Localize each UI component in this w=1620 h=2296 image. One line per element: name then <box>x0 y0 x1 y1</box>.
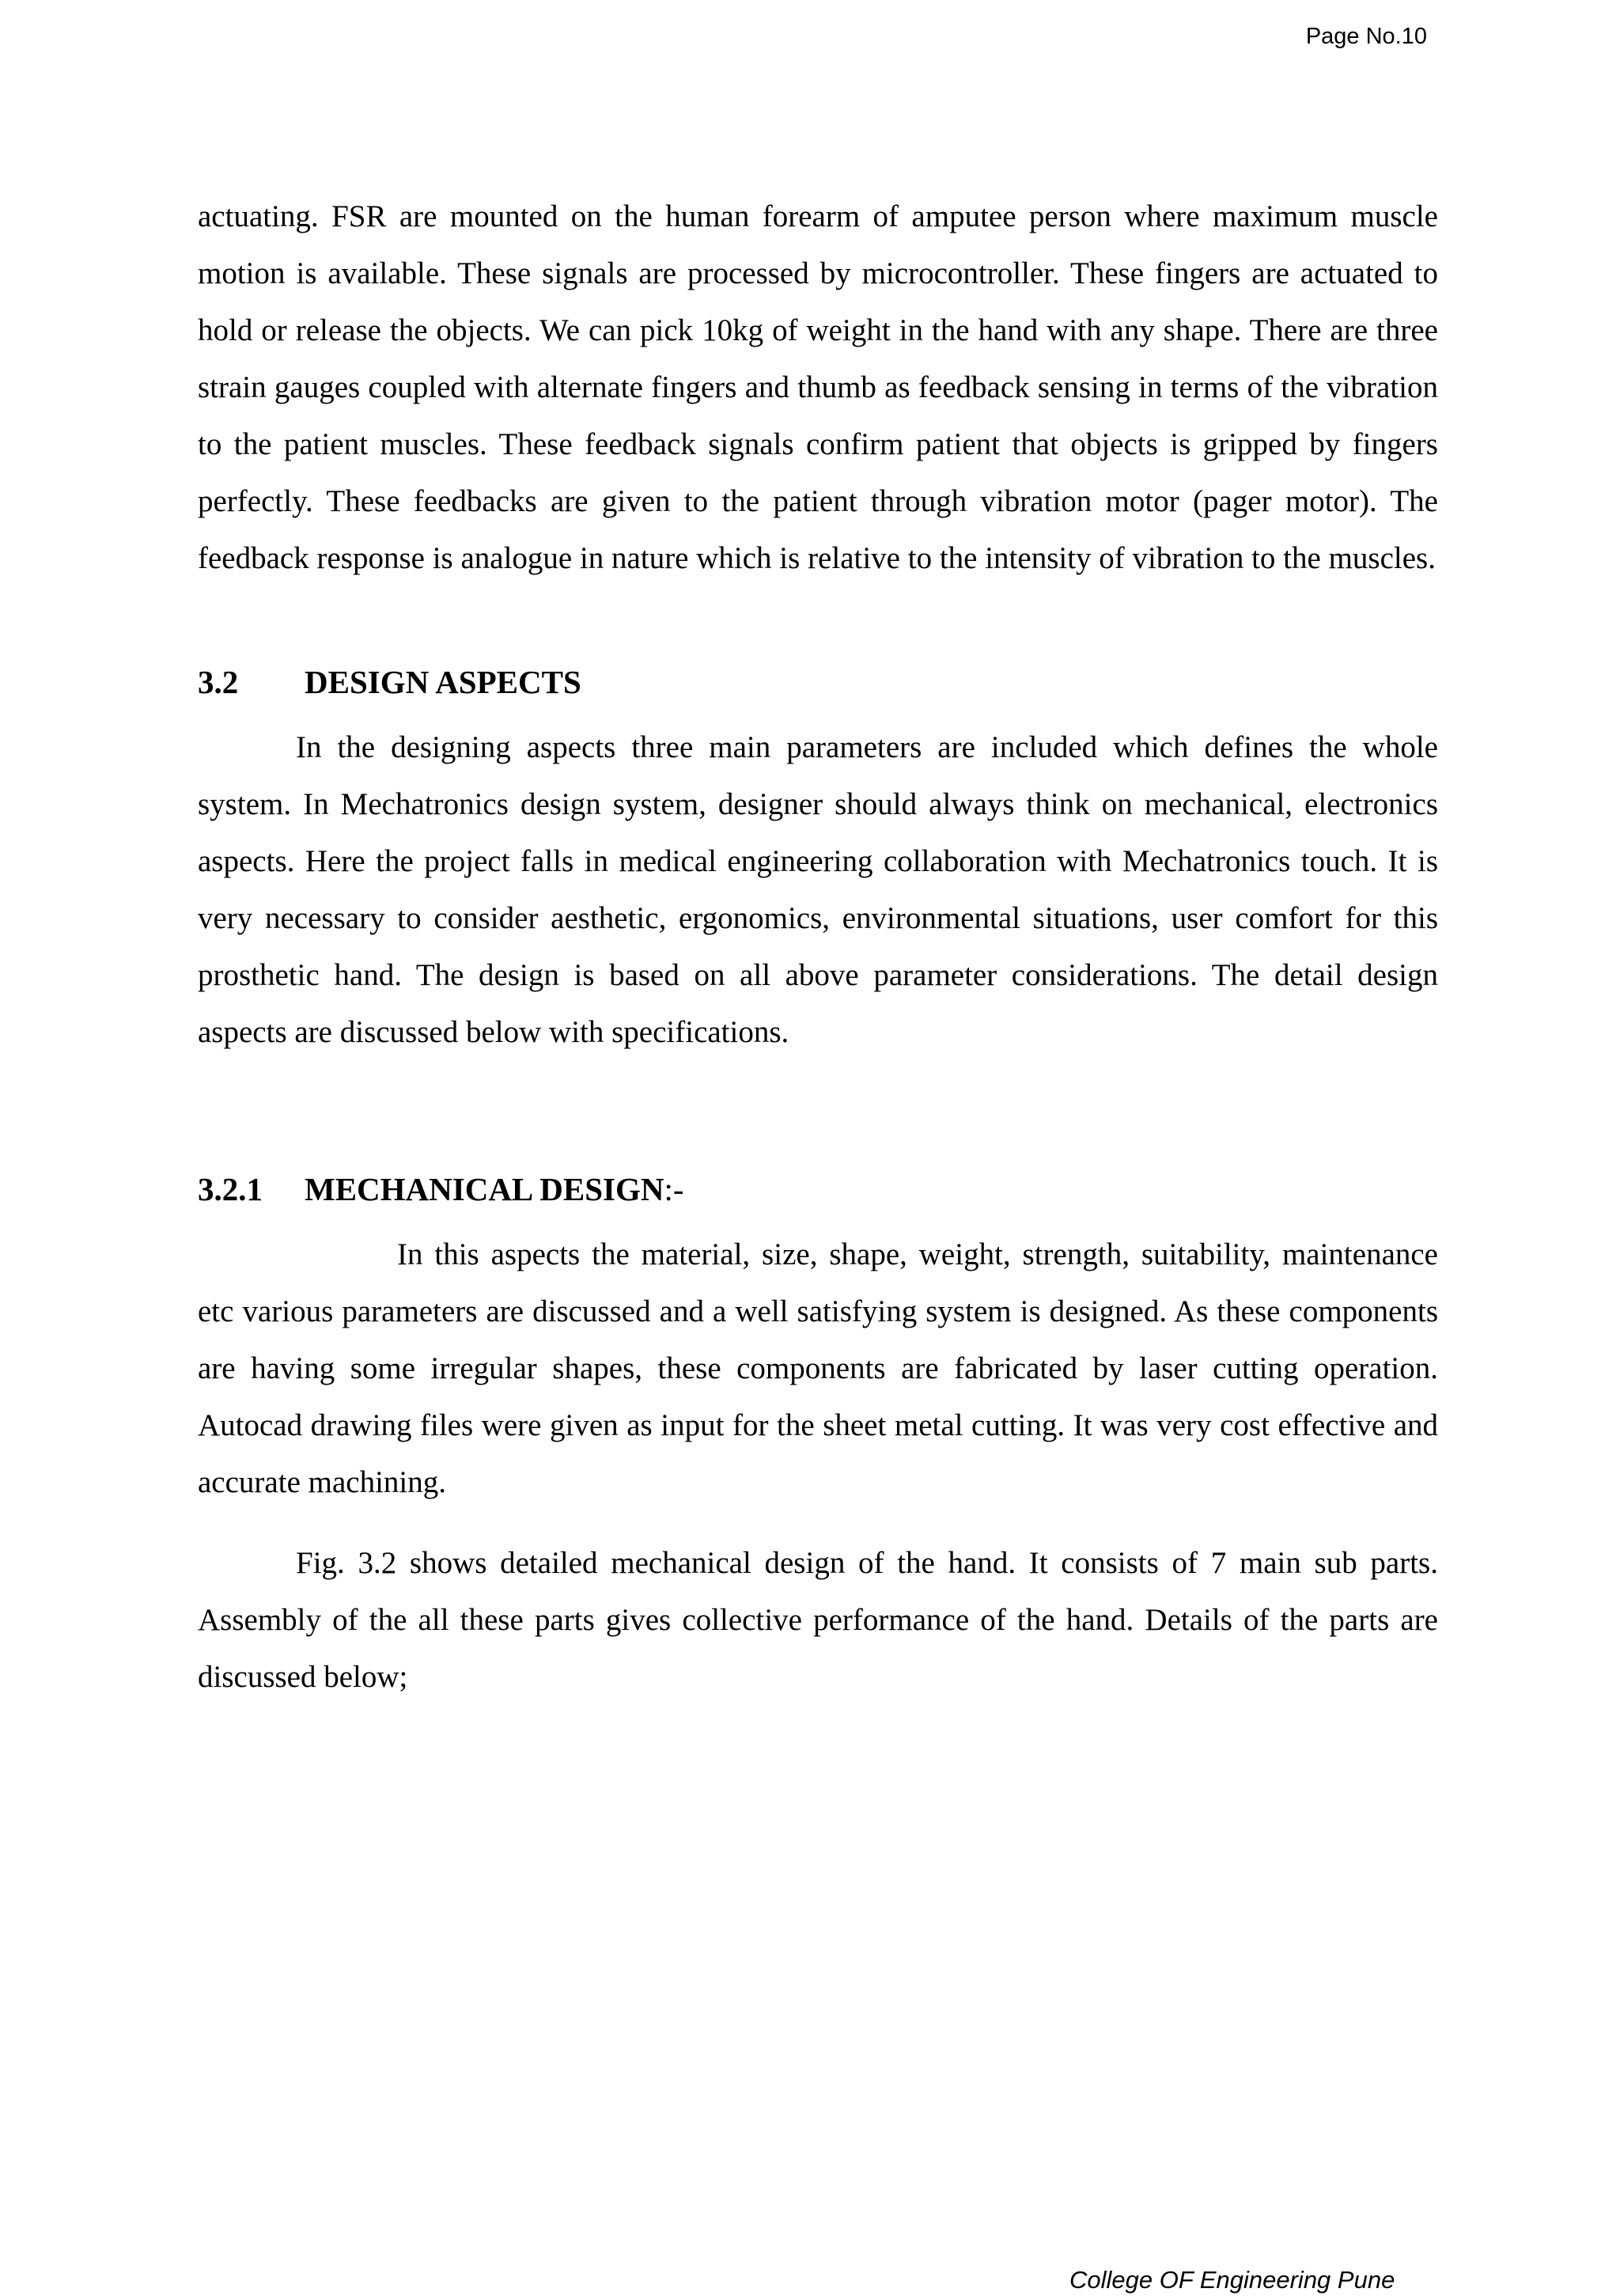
figure-description-paragraph: Fig. 3.2 shows detailed mechanical design of the hand. It consists of 7 main sub parts. Assembly of the all these parts gives collective performance of the hand. Details of the parts are discussed below; <box>198 1546 1438 1694</box>
section-heading-3-2-1 <box>198 1165 1438 1213</box>
design-aspects-paragraph: In the designing aspects three main parameters are included which defines the whole system. In Mechatronics design system, designer should always think on mechanical, electronics aspects. Here the project falls in medical engineering collaboration with Mechatronics touch. It is very necessary to consider aesthetic, ergonomics, environmental situations, user comfort for this prosthetic hand. The design is based on all above parameter considerations. The detail design aspects are discussed below with specifications. <box>198 730 1438 1049</box>
spacer <box>198 1061 1438 1165</box>
spacer <box>198 1511 1438 1535</box>
spacer <box>198 706 1438 719</box>
section-number: 3.2.1 <box>198 1171 263 1207</box>
section-title: MECHANICAL DESIGN <box>305 1171 664 1207</box>
spacer <box>198 587 1438 658</box>
section-title-suffix: :- <box>664 1171 684 1207</box>
intro-paragraph: actuating. FSR are mounted on the human forearm of amputee person where maximum muscle motion is available. These signals are processed by microcontroller. These fingers are actuated to hold or release the objects. We can pick 10kg of weight in the hand with any shape. There are three strain gauges coupled with alternate fingers and thumb as feedback sensing in terms of the vibration to the patient muscles. These feedback signals confirm patient that objects is gripped by fingers perfectly. These feedbacks are given to the patient through vibration motor (pager motor). The feedback response is analogue in nature which is relative to the intensity of vibration to the muscles. <box>198 199 1438 575</box>
spacer <box>198 1213 1438 1226</box>
mechanical-design-paragraph: In this aspects the material, size, shape, weight, strength, suitability, maintenance etc various parameters are discussed and a well satisfying system is designed. As these components are having some irregular shapes, these components are fabricated by laser cutting operation. Autocad drawing files were given as input for the sheet metal cutting. It was very cost effective and accurate machining. <box>198 1237 1438 1499</box>
footer-institution: College OF Engineering Pune <box>1069 2266 1395 2294</box>
page-number: Page No.10 <box>1305 24 1427 49</box>
page-body <box>198 188 1438 1706</box>
section-number: 3.2 <box>198 664 239 700</box>
section-heading-3-2 <box>198 658 1438 706</box>
section-title: DESIGN ASPECTS <box>305 664 581 700</box>
